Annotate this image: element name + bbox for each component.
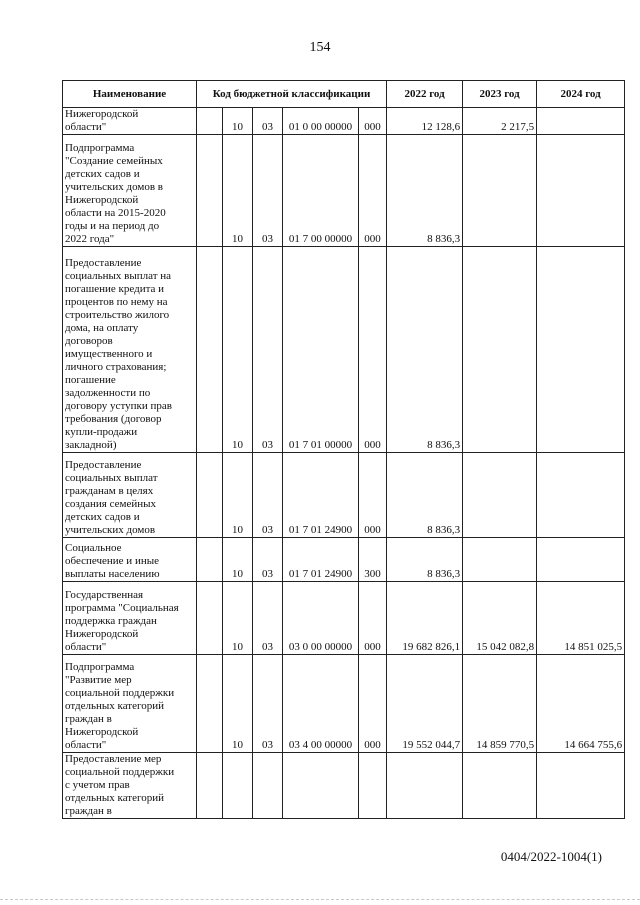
cell-section: 10 <box>223 582 253 655</box>
cell-2024 <box>537 247 625 453</box>
table-row <box>63 538 625 582</box>
document-code: 0404/2022-1004(1) <box>500 849 602 864</box>
cell-2023 <box>463 453 537 538</box>
cell-name: Нижегородской области" <box>63 108 197 135</box>
cell-subsection <box>253 753 283 819</box>
cell-section <box>223 753 253 819</box>
cell-2022: 12 128,6 <box>387 108 463 135</box>
cell-expense-type: 000 <box>359 135 387 247</box>
cell-subsection: 03 <box>253 247 283 453</box>
cell-2023 <box>463 753 537 819</box>
cell-expense-type: 300 <box>359 538 387 582</box>
cell-2022: 8 836,3 <box>387 453 463 538</box>
header-name: Наименование <box>63 81 197 108</box>
table-row <box>63 753 625 819</box>
cell-2024 <box>537 135 625 247</box>
cell-target-article: 03 4 00 00000 <box>283 655 359 753</box>
cell-section: 10 <box>223 538 253 582</box>
cell-2023 <box>463 247 537 453</box>
cell-2022: 8 836,3 <box>387 247 463 453</box>
cell-2024: 14 664 755,6 <box>537 655 625 753</box>
table-row <box>63 247 625 453</box>
cell-subsection: 03 <box>253 135 283 247</box>
cell-subsection: 03 <box>253 453 283 538</box>
cell-2023: 2 217,5 <box>463 108 537 135</box>
table-row <box>63 135 625 247</box>
cell-2022: 19 552 044,7 <box>387 655 463 753</box>
cell-name: Предоставление социальных выплат гражданам в целях создания семейных детских садов и учительских домов <box>63 453 197 538</box>
cell-blank <box>197 753 223 819</box>
cell-2023: 15 042 082,8 <box>463 582 537 655</box>
table-body <box>63 108 625 819</box>
cell-blank <box>197 453 223 538</box>
cell-2024: 14 851 025,5 <box>537 582 625 655</box>
cell-name: Социальное обеспечение и иные выплаты населению <box>63 538 197 582</box>
cell-name: Предоставление мер социальной поддержки с учетом прав отдельных категорий граждан в <box>63 753 197 819</box>
cell-section: 10 <box>223 108 253 135</box>
cell-blank <box>197 538 223 582</box>
cell-2023 <box>463 538 537 582</box>
cell-2022: 8 836,3 <box>387 538 463 582</box>
cell-2023 <box>463 135 537 247</box>
page-number: 154 <box>309 40 331 55</box>
cell-blank <box>197 135 223 247</box>
cell-2022 <box>387 753 463 819</box>
cell-target-article: 01 7 01 24900 <box>283 453 359 538</box>
cell-expense-type: 000 <box>359 247 387 453</box>
cell-2022: 8 836,3 <box>387 135 463 247</box>
table-row <box>63 108 625 135</box>
cell-name: Подпрограмма "Развитие мер социальной поддержки отдельных категорий граждан в Нижегородской области" <box>63 655 197 753</box>
cell-name: Подпрограмма "Создание семейных детских садов и учительских домов в Нижегородской области на 2015-2020 годы и на период до 2022 года" <box>63 135 197 247</box>
cell-target-article: 03 0 00 00000 <box>283 582 359 655</box>
budget-table <box>62 80 625 819</box>
header-2022: 2022 год <box>387 81 463 108</box>
cell-subsection: 03 <box>253 582 283 655</box>
header-budget-code: Код бюджетной классификации <box>197 81 387 108</box>
cell-target-article: 01 7 00 00000 <box>283 135 359 247</box>
table-header-row <box>63 81 625 108</box>
cell-target-article: 01 7 01 24900 <box>283 538 359 582</box>
cell-expense-type: 000 <box>359 655 387 753</box>
cell-section: 10 <box>223 247 253 453</box>
cell-subsection: 03 <box>253 538 283 582</box>
cell-target-article: 01 0 00 00000 <box>283 108 359 135</box>
cell-expense-type: 000 <box>359 582 387 655</box>
cell-blank <box>197 582 223 655</box>
header-2023: 2023 год <box>463 81 537 108</box>
table-row <box>63 655 625 753</box>
table-row <box>63 453 625 538</box>
cell-target-article: 01 7 01 00000 <box>283 247 359 453</box>
cell-blank <box>197 247 223 453</box>
cell-expense-type <box>359 753 387 819</box>
cell-blank <box>197 655 223 753</box>
cell-section: 10 <box>223 453 253 538</box>
cell-expense-type: 000 <box>359 108 387 135</box>
header-2024: 2024 год <box>537 81 625 108</box>
cell-name: Государственная программа "Социальная поддержка граждан Нижегородской области" <box>63 582 197 655</box>
bottom-rule <box>0 899 640 900</box>
cell-2024 <box>537 453 625 538</box>
cell-subsection: 03 <box>253 108 283 135</box>
table-row <box>63 582 625 655</box>
cell-name: Предоставление социальных выплат на погашение кредита и процентов по нему на строительство жилого дома, на оплату договоров имущественного и личного страхования; погашение задолженности по договору уступки прав требования (договор купли-продажи закладной) <box>63 247 197 453</box>
cell-expense-type: 000 <box>359 453 387 538</box>
cell-section: 10 <box>223 655 253 753</box>
cell-target-article <box>283 753 359 819</box>
cell-2024 <box>537 753 625 819</box>
cell-2022: 19 682 826,1 <box>387 582 463 655</box>
cell-2023: 14 859 770,5 <box>463 655 537 753</box>
cell-blank <box>197 108 223 135</box>
cell-2024 <box>537 108 625 135</box>
cell-2024 <box>537 538 625 582</box>
cell-subsection: 03 <box>253 655 283 753</box>
cell-section: 10 <box>223 135 253 247</box>
